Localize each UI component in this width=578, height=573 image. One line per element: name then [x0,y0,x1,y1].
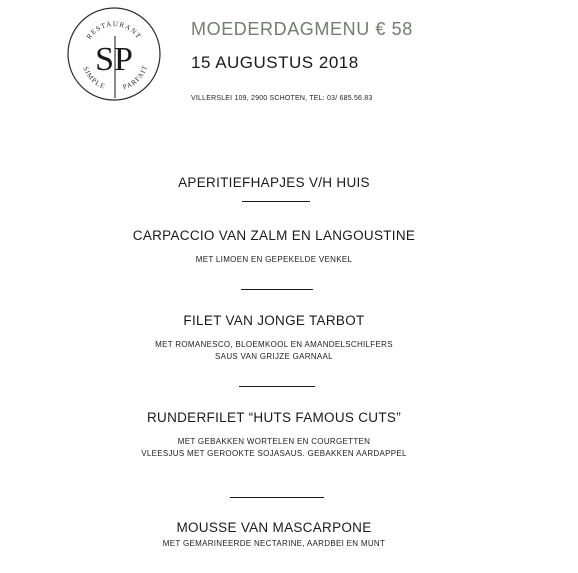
logo-bottom-left-text: SIMPLE [81,65,107,91]
course-title: APERITIEFHAPJES V/H HUIS [178,175,370,190]
course-title: MOUSSE VAN MASCARPONE [176,520,372,535]
logo-monogram: SP [95,41,133,78]
course-description: MET GEMARINEERDE NECTARINE, AARDBEI EN MUNT [162,539,386,548]
course-description: MET ROMANESCO, BLOEMKOOL EN AMANDELSCHILFERS [155,340,393,349]
logo-top-text: RESTAURANT [85,19,144,41]
divider [239,386,315,387]
restaurant-logo [66,6,162,102]
course-description: SAUS VAN GRIJZE GARNAAL [215,352,333,361]
menu-title: MOEDERDAGMENU € 58 [191,19,413,39]
logo-bottom-right-text: PARFAIT [121,63,150,92]
course-title: CARPACCIO VAN ZALM EN LANGOUSTINE [132,228,416,243]
svg-text:RESTAURANT [85,20,143,41]
course-runderfilet [0,410,548,460]
course-title: RUNDERFILET “HUTS FAMOUS CUTS” [146,410,401,425]
course-description: MET GEBAKKEN WORTELEN EN COURGETTEN [177,437,371,446]
course-description: VLEESJUS MET GEROOKTE SOJASAUS. GEBAKKEN AARDAPPEL [141,449,407,458]
course-mousse [0,520,548,550]
course-description: MET LIMOEN EN GEPEKELDE VENKEL [195,255,353,264]
divider [241,289,313,290]
restaurant-address: VILLERSLEI 109, 2900 SCHOTEN, TEL: 03/ 685.56.83 [191,95,373,102]
menu-date: 15 AUGUSTUS 2018 [191,53,359,72]
course-title: FILET VAN JONGE TARBOT [183,313,365,328]
course-aperitief [0,175,548,190]
divider [242,201,310,202]
divider [230,497,324,498]
course-carpaccio [0,228,548,266]
course-tarbot [0,313,548,363]
